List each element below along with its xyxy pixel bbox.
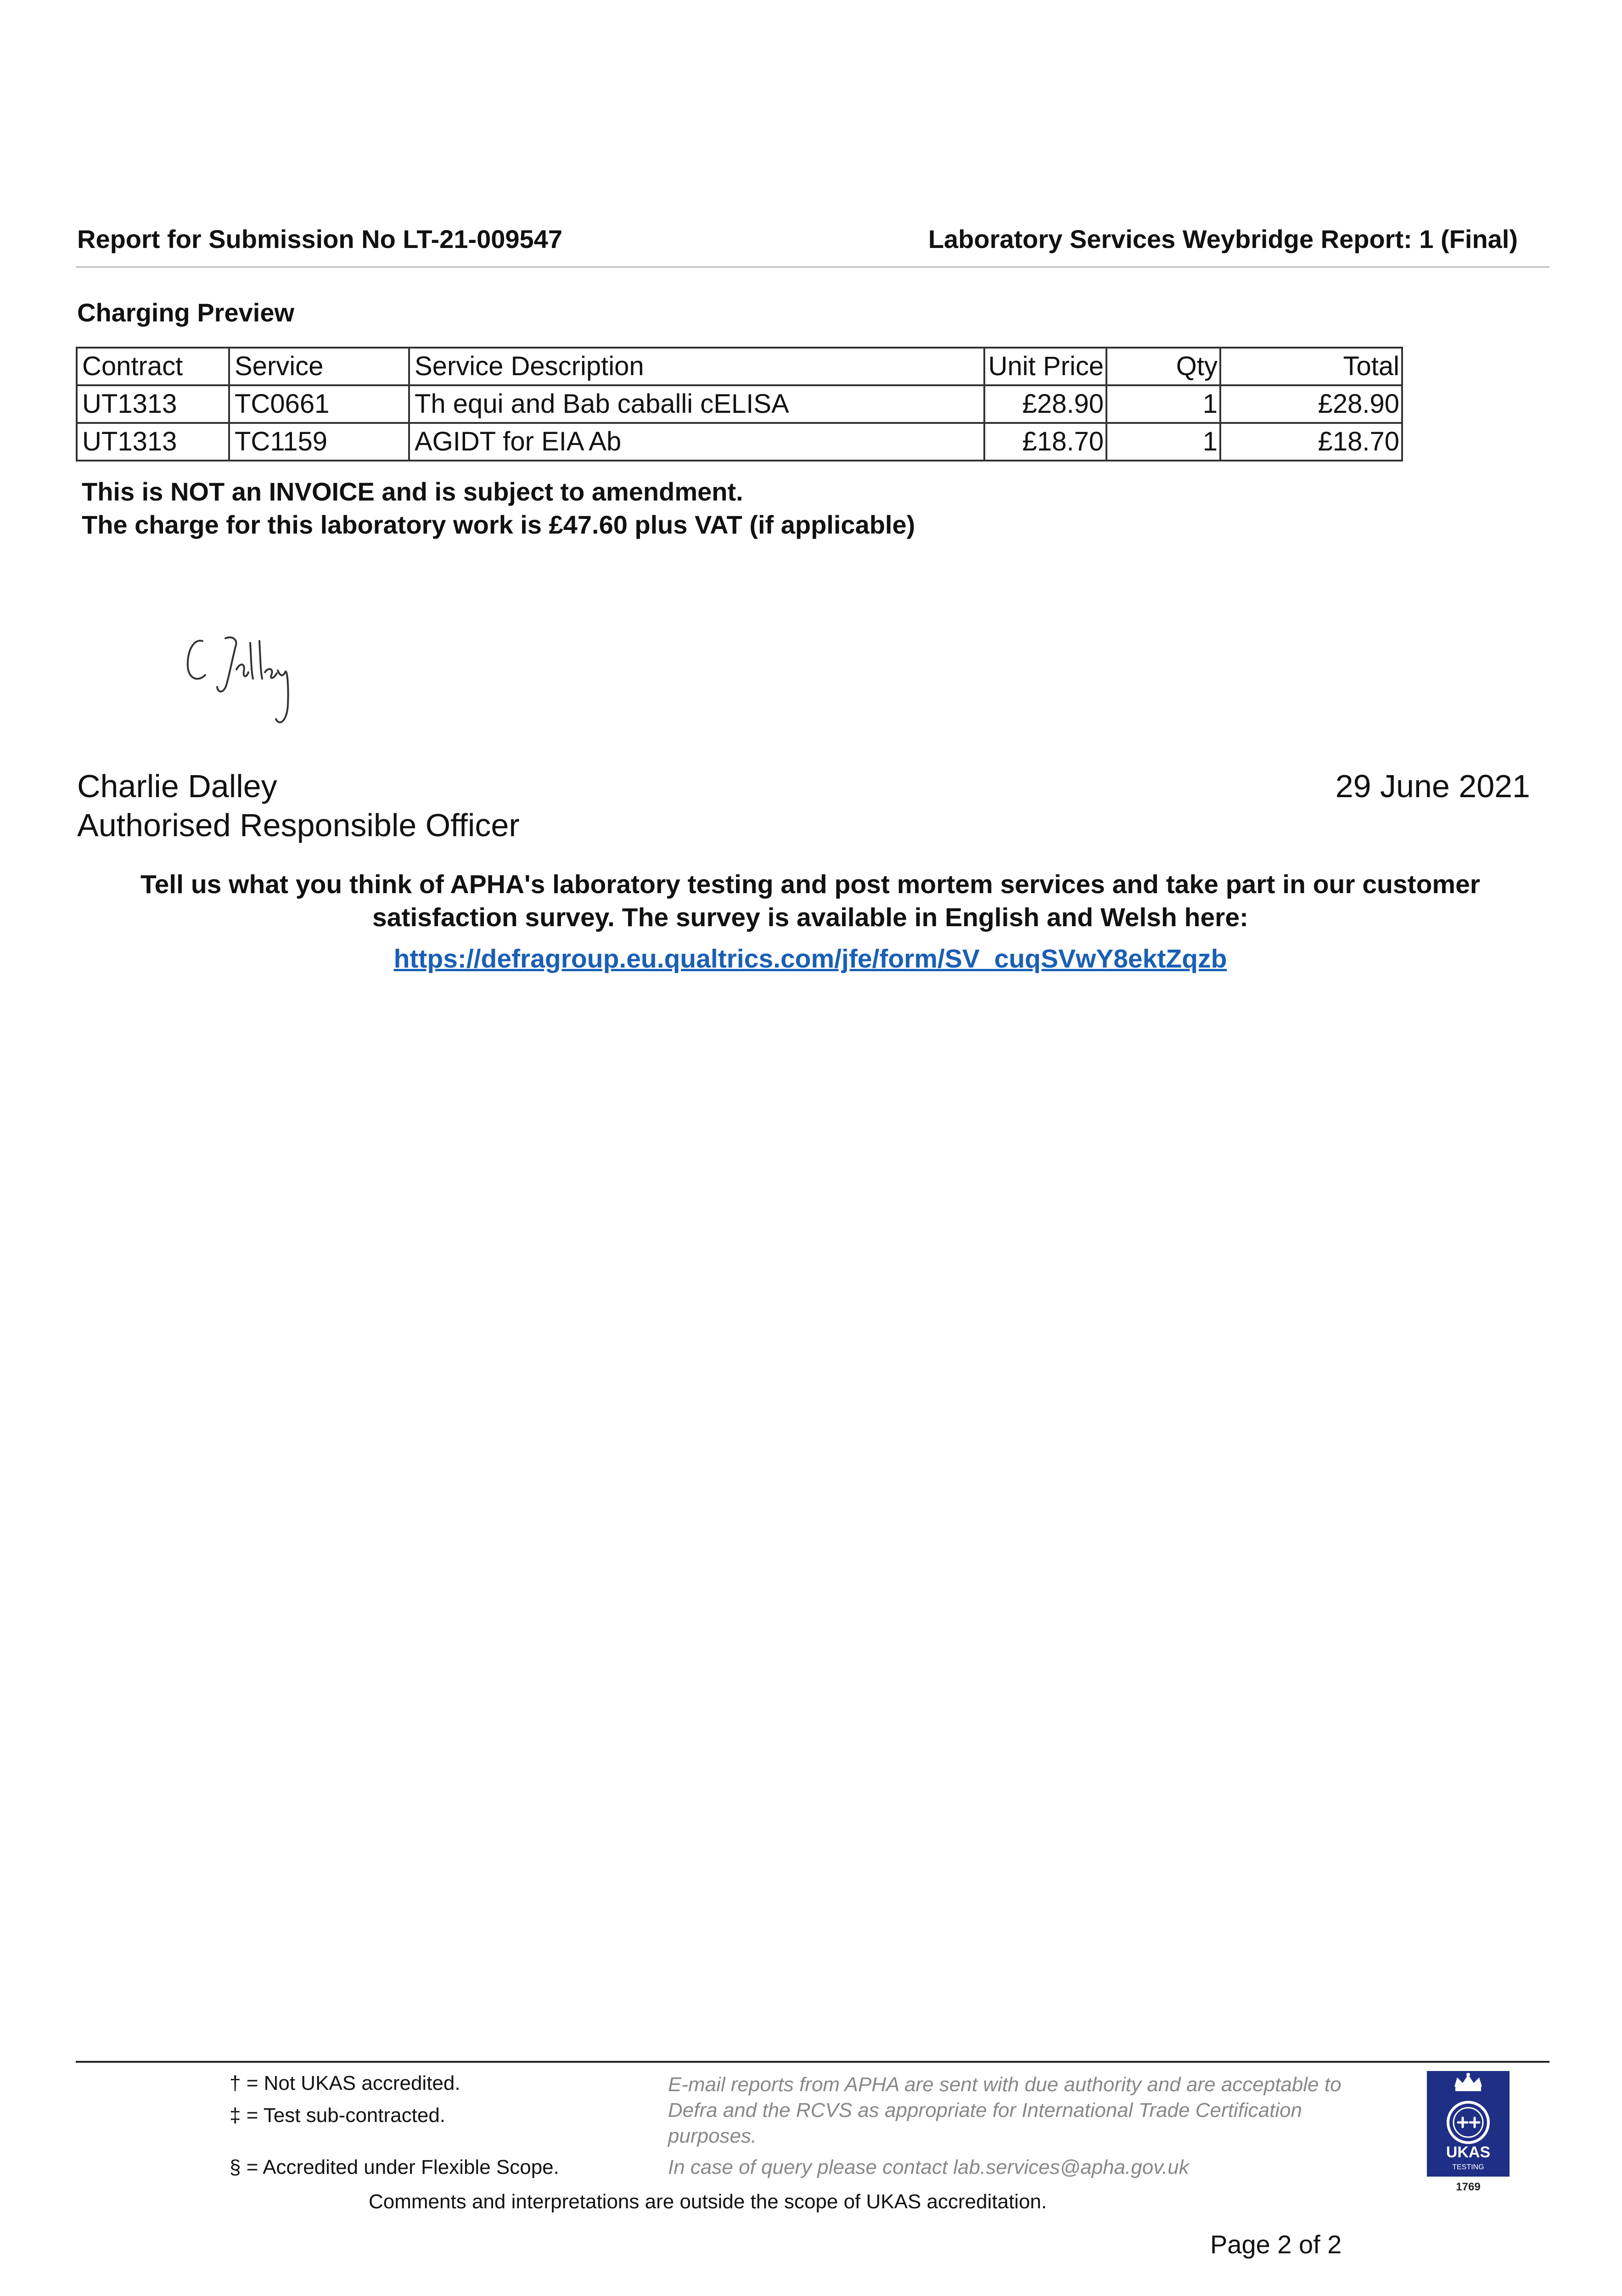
report-submission-number: Report for Submission No LT-21-009547 — [77, 225, 562, 253]
ukas-logo-text: UKAS — [1446, 2144, 1491, 2161]
ukas-logo-subtext: TESTING — [1452, 2163, 1484, 2171]
col-qty-header: Qty — [1106, 348, 1220, 385]
page-number: Page 2 of 2 — [1210, 2230, 1342, 2259]
charge-total-note: The charge for this laboratory work is £47.60 plus VAT (if applicable) — [82, 510, 915, 539]
cell-service: TC0661 — [229, 385, 409, 423]
cell-service: TC1159 — [229, 423, 409, 461]
legend-not-ukas: † = Not UKAS accredited. — [230, 2072, 460, 2094]
col-service-header: Service — [229, 348, 409, 385]
header-divider — [76, 266, 1549, 268]
table-header-row — [77, 348, 1402, 385]
ukas-logo-number: 1769 — [1456, 2181, 1481, 2193]
survey-link[interactable]: https://defragroup.eu.qualtrics.com/jfe/form/SV_cuqSVwY8ektZqzb — [393, 944, 1227, 974]
report-lab-title: Laboratory Services Weybridge Report: 1 (Final) — [928, 225, 1518, 253]
cell-unit-price: £28.90 — [984, 385, 1106, 423]
survey-link-container — [92, 944, 1529, 974]
cell-description: Th equi and Bab caballi cELISA — [409, 385, 984, 423]
legend-subcontracted: ‡ = Test sub-contracted. — [230, 2104, 446, 2127]
survey-line-2: satisfaction survey. The survey is available in English and Welsh here: — [372, 903, 1249, 932]
table-row — [77, 423, 1402, 461]
col-total-header: Total — [1220, 348, 1402, 385]
email-disclaimer: E-mail reports from APHA are sent with due authority and are acceptable to Defra and the RCVS as appropriate for International Trade Certification purposes. — [668, 2073, 1341, 2147]
cell-description: AGIDT for EIA Ab — [409, 423, 984, 461]
cell-total: £28.90 — [1220, 385, 1402, 423]
signatory-name: Charlie Dalley — [77, 768, 277, 804]
survey-line-1: Tell us what you think of APHA's laboratory testing and post mortem services and take part in our customer — [140, 870, 1480, 899]
cell-total: £18.70 — [1220, 423, 1402, 461]
signatory-role: Authorised Responsible Officer — [77, 807, 520, 843]
col-description-header: Service Description — [409, 348, 984, 385]
charging-preview-title: Charging Preview — [77, 298, 295, 327]
report-date: 29 June 2021 — [1335, 768, 1530, 804]
handwritten-signature — [181, 625, 328, 744]
ukas-comments-note: Comments and interpretations are outside the scope of UKAS accreditation. — [369, 2190, 1047, 2213]
ukas-logo-icon — [1427, 2071, 1510, 2195]
col-contract-header: Contract — [77, 348, 229, 385]
cell-contract: UT1313 — [77, 423, 229, 461]
survey-invitation — [92, 868, 1529, 934]
col-unit-price-header: Unit Price — [984, 348, 1106, 385]
cell-contract: UT1313 — [77, 385, 229, 423]
footer-divider — [76, 2061, 1549, 2063]
table-row — [77, 385, 1402, 423]
cell-unit-price: £18.70 — [984, 423, 1106, 461]
cell-qty: 1 — [1106, 385, 1220, 423]
charging-table — [76, 347, 1403, 461]
not-invoice-note: This is NOT an INVOICE and is subject to amendment. — [82, 477, 743, 506]
cell-qty: 1 — [1106, 423, 1220, 461]
contact-note: In case of query please contact lab.services@apha.gov.uk — [668, 2156, 1189, 2178]
legend-flexible-scope: § = Accredited under Flexible Scope. — [230, 2156, 559, 2178]
